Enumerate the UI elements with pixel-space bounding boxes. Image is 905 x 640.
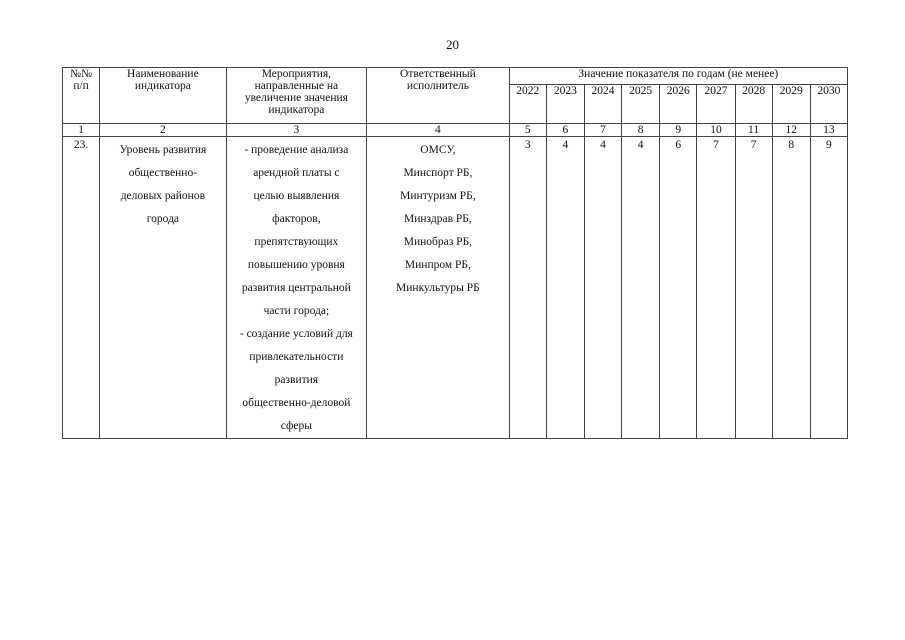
value-2030: 9: [810, 137, 847, 439]
row-measures-line: сферы: [280, 420, 313, 432]
value-2023: 4: [546, 137, 584, 439]
row-measures: [226, 137, 367, 439]
row-executor-line: Минпром РБ,: [404, 259, 471, 271]
year-header-2029: 2029: [772, 85, 810, 124]
value-2026: 6: [660, 137, 697, 439]
column-number-12: 12: [772, 124, 810, 137]
header-num-line: №№: [70, 68, 93, 80]
row-executor-line: Минтуризм РБ,: [400, 190, 476, 202]
column-number-5: 5: [509, 124, 546, 137]
header-executor: [367, 68, 510, 124]
row-measures-line: общественно-деловой: [242, 397, 351, 409]
column-numbers-row: [63, 124, 848, 137]
row-measures-line: целью выявления: [253, 190, 340, 202]
row-measures-line: развития: [274, 374, 319, 386]
header-name-line: Наименование: [127, 68, 199, 80]
row-executor: [367, 137, 510, 439]
column-number-3: 3: [226, 124, 367, 137]
row-name-line: деловых районов: [120, 190, 206, 202]
row-measures-line: развития центральной: [241, 282, 351, 294]
header-name-line: индикатора: [134, 80, 191, 92]
header-executor-line: исполнитель: [406, 80, 469, 92]
year-header-2026: 2026: [660, 85, 697, 124]
row-measures-line: привлекательности: [249, 351, 344, 363]
row-name-line: Уровень развития: [119, 144, 207, 156]
row-executor-line: ОМСУ,: [420, 144, 456, 156]
value-2024: 4: [584, 137, 621, 439]
row-name: [100, 137, 226, 439]
column-number-9: 9: [660, 124, 697, 137]
row-measures-line: повышению уровня: [247, 259, 345, 271]
header-years-group: Значение показателя по годам (не менее): [509, 68, 847, 85]
column-number-1: 1: [63, 124, 100, 137]
column-number-10: 10: [697, 124, 735, 137]
page-number: 20: [446, 37, 459, 52]
header-measures-line: индикатора: [268, 104, 325, 116]
column-number-6: 6: [546, 124, 584, 137]
row-measures-line: - создание условий для: [239, 328, 353, 340]
row-executor-line: Минкультуры РБ: [396, 282, 480, 294]
column-number-4: 4: [367, 124, 510, 137]
year-header-2024: 2024: [584, 85, 621, 124]
row-measures-line: препятствующих: [254, 236, 339, 248]
column-number-13: 13: [810, 124, 847, 137]
row-executor-line: Минспорт РБ,: [403, 167, 473, 179]
value-2022: 3: [509, 137, 546, 439]
year-header-2022: 2022: [509, 85, 546, 124]
column-number-8: 8: [622, 124, 660, 137]
indicators-table: [62, 67, 848, 439]
value-2028: 7: [735, 137, 772, 439]
column-number-7: 7: [584, 124, 621, 137]
row-num: 23.: [63, 137, 100, 439]
row-name-line: общественно-: [128, 167, 198, 179]
value-2025: 4: [622, 137, 660, 439]
header-executor-line: Ответственный: [400, 68, 476, 80]
row-measures-line: арендной платы с: [253, 167, 340, 179]
header-num: [63, 68, 100, 124]
year-header-2030: 2030: [810, 85, 847, 124]
year-header-2023: 2023: [546, 85, 584, 124]
year-header-2028: 2028: [735, 85, 772, 124]
row-measures-line: - проведение анализа: [244, 144, 349, 156]
table-row: [63, 137, 848, 439]
row-executor-line: Минздрав РБ,: [404, 213, 472, 225]
row-executor-line: Минобраз РБ,: [403, 236, 473, 248]
header-measures-line: Мероприятия,: [261, 68, 332, 80]
value-2027: 7: [697, 137, 735, 439]
header-num-line: п/п: [73, 80, 89, 92]
row-measures-line: части города;: [263, 305, 330, 317]
row-name-line: города: [146, 213, 180, 225]
column-number-2: 2: [100, 124, 226, 137]
value-2029: 8: [772, 137, 810, 439]
header-measures-line: увеличение значения: [244, 92, 348, 104]
header-measures: [226, 68, 367, 124]
column-number-11: 11: [735, 124, 772, 137]
year-header-2027: 2027: [697, 85, 735, 124]
row-measures-line: факторов,: [272, 213, 321, 225]
header-name: [100, 68, 226, 124]
header-measures-line: направленные на: [254, 80, 339, 92]
year-header-2025: 2025: [622, 85, 660, 124]
